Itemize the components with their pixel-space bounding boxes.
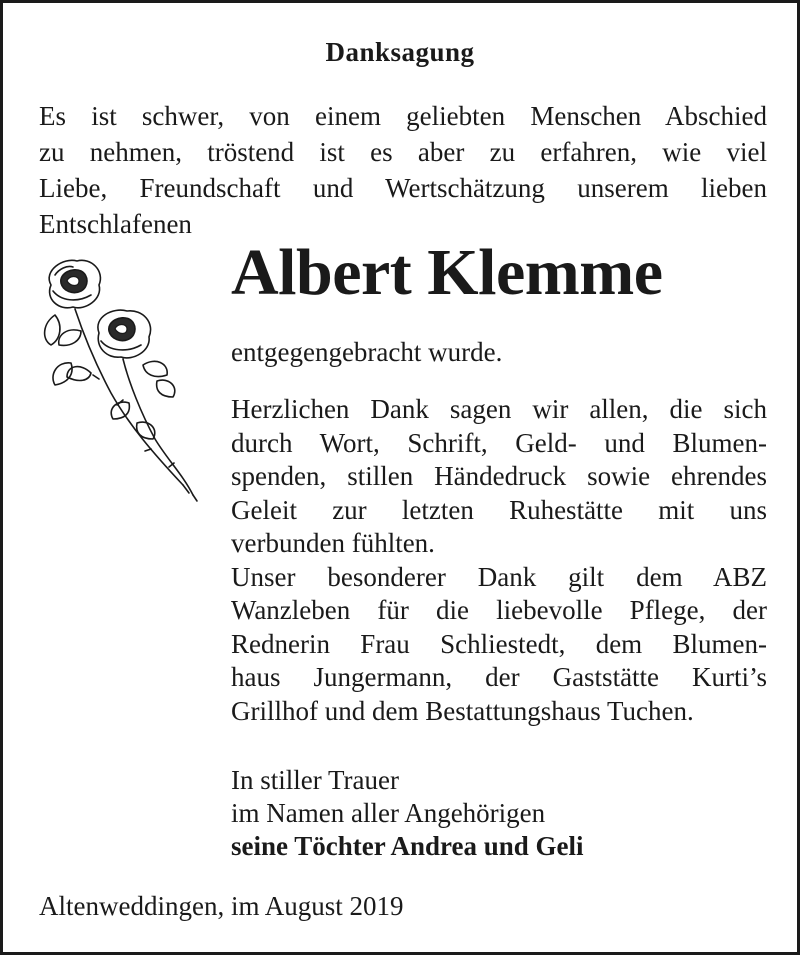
thanks-line: Grillhof und dem Bestattungshaus Tuchen. [231,695,694,726]
thanks-line: haus Jungermann, der Gaststätte Kurti’s [231,662,767,692]
place-date: Altenweddingen, im August 2019 [39,891,404,921]
heading: Danksagung [325,37,475,67]
signature-line: im Namen aller Angehörigen [231,798,546,828]
intro-line: Es ist schwer, von einem geliebten Menschen Abschied [39,101,767,131]
thanks-line: spenden, stillen Händedruck sowie ehrendes [231,461,767,491]
intro-line: Liebe, Freundschaft und Wertschätzung unserem lieben [39,173,767,203]
thanks-line: Herzlichen Dank sagen wir allen, die sich [231,394,767,424]
deceased-name: Albert Klemme [231,236,663,309]
after-name-text: entgegengebracht wurde. [231,337,503,367]
thanks-line: Geleit zur letzten Ruhestätte mit uns [231,494,767,525]
signature-block [231,764,584,863]
signature-line: In stiller Trauer [231,765,399,795]
intro-line: zu nehmen, tröstend ist es aber zu erfahren, wie viel [39,137,767,167]
thanks-line: durch Wort, Schrift, Geld- und Blumen- [231,427,767,458]
intro-paragraph [39,98,767,242]
rose-blossom-lower [98,310,151,358]
signature-names: seine Töchter Andrea und Geli [231,831,584,861]
intro-line: Entschlafenen [39,209,192,239]
thanks-paragraph [231,393,767,728]
roses-icon [33,253,203,513]
thanks-line: Unser besonderer Dank gilt dem ABZ [231,561,767,592]
thanks-line: Rednerin Frau Schliestedt, dem Blumen- [231,628,767,659]
thanks-line: Wanzleben für die liebevolle Pflege, der [231,595,767,625]
rose-blossom-upper [49,260,100,307]
thanks-line: verbunden fühlten. [231,528,435,558]
